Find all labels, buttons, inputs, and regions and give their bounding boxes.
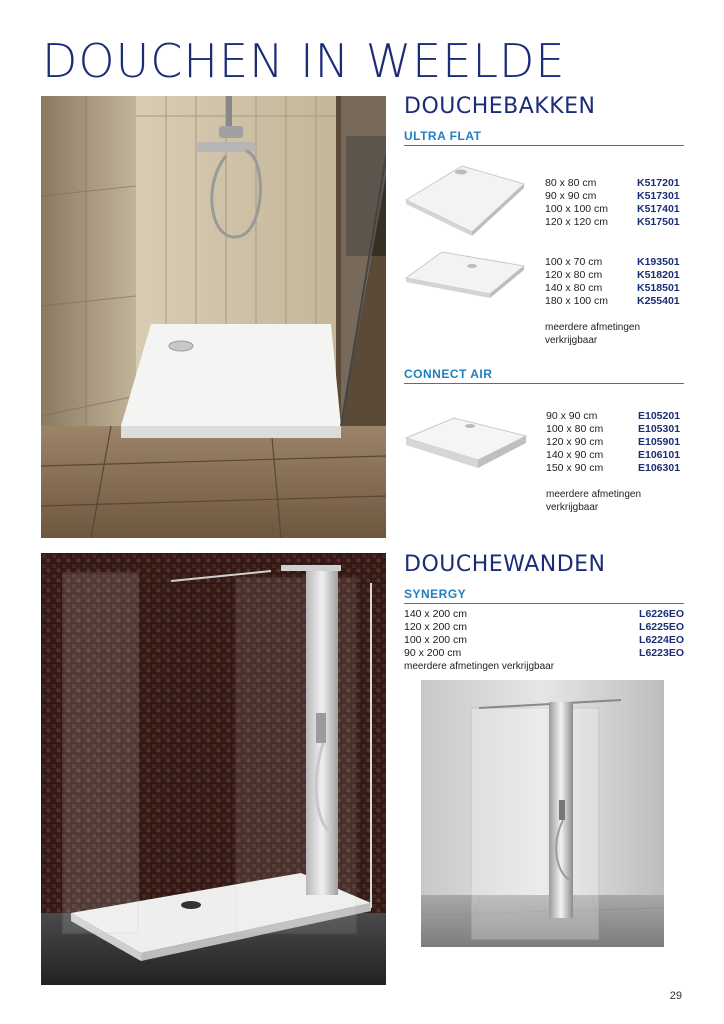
table-row: 140 x 80 cm K518501 xyxy=(545,282,680,294)
synergy-subtitle xyxy=(404,587,684,604)
connect-air-label: CONNECT AIR xyxy=(404,367,493,381)
table-row: 100 x 80 cm E105301 xyxy=(546,423,681,435)
connect-air-tray-image xyxy=(404,412,528,472)
ultra-flat-subtitle xyxy=(404,129,684,146)
synergy-label: SYNERGY xyxy=(404,587,467,601)
ultra-flat-square-tray-image xyxy=(404,162,526,236)
table-row: 120 x 90 cm E105901 xyxy=(546,436,681,448)
table-row: 100 x 100 cm K517401 xyxy=(545,203,680,215)
table-row: 120 x 120 cm K517501 xyxy=(545,216,680,228)
table-row: 180 x 100 cm K255401 xyxy=(545,295,680,307)
table-row: 120 x 200 cm L6225EO xyxy=(404,621,684,633)
ultra-flat-note xyxy=(545,321,640,347)
synergy-note: meerdere afmetingen verkrijgbaar xyxy=(404,661,555,672)
synergy-illustration xyxy=(421,680,664,947)
table-row: 100 x 200 cm L6224EO xyxy=(404,634,684,646)
table-row: 100 x 70 cm K193501 xyxy=(545,256,680,268)
synergy-table xyxy=(404,608,684,673)
walk-in-shower-photo xyxy=(41,553,386,985)
note-line: meerdere afmetingen xyxy=(545,322,641,333)
shower-tray-illustration xyxy=(41,96,386,538)
note-line: verkrijgbaar xyxy=(545,335,598,346)
connect-air-table xyxy=(546,410,680,475)
ultra-flat-group1-table xyxy=(545,177,680,229)
table-row: 150 x 90 cm E106301 xyxy=(546,462,681,474)
table-row: 140 x 200 cm L6226EO xyxy=(404,608,684,620)
synergy-shower-wall-photo xyxy=(421,680,664,947)
table-row: 90 x 90 cm E105201 xyxy=(546,410,681,422)
walk-in-shower-illustration xyxy=(41,553,386,985)
ultra-flat-rect-tray-image xyxy=(404,248,526,300)
table-row: 90 x 90 cm K517301 xyxy=(545,190,680,202)
note-line: meerdere afmetingen xyxy=(546,489,642,500)
connect-air-subtitle xyxy=(404,367,684,384)
douchewanden-title: DOUCHEWANDEN xyxy=(404,552,606,577)
table-row: 80 x 80 cm K517201 xyxy=(545,177,680,189)
table-row: 120 x 80 cm K518201 xyxy=(545,269,680,281)
note-line: verkrijgbaar xyxy=(546,502,599,513)
page-number: 29 xyxy=(669,990,682,1002)
table-row: 90 x 200 cm L6223EO xyxy=(404,647,684,659)
connect-air-note xyxy=(546,488,641,514)
table-row: 140 x 90 cm E106101 xyxy=(546,449,681,461)
douchebakken-title: DOUCHEBAKKEN xyxy=(404,94,596,119)
ultra-flat-label: ULTRA FLAT xyxy=(404,129,482,143)
shower-tray-photo xyxy=(41,96,386,538)
ultra-flat-group2-table xyxy=(545,256,680,308)
page-title: DOUCHEN IN WEELDE xyxy=(42,34,566,88)
